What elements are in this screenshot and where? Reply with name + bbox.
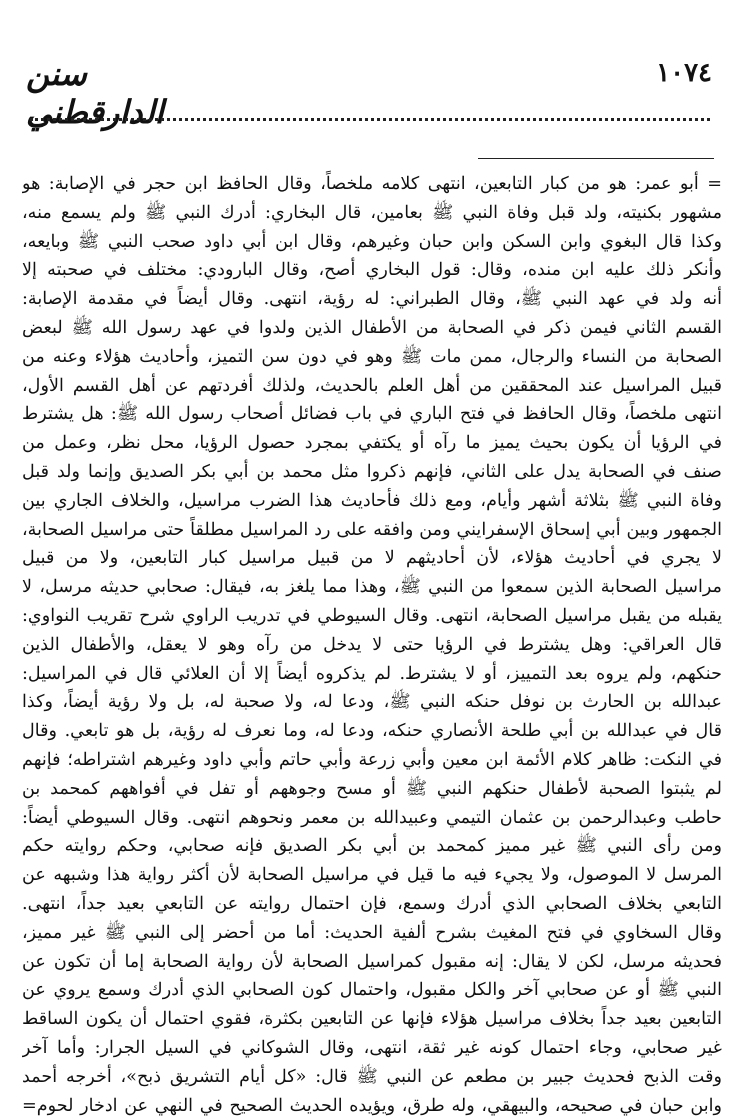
dotted-separator [30, 118, 710, 121]
text-line: ومن رأى النبي ﷺ غير مميز كمحمد بن أبي بكر الصديق فإنه صحابي، وحكم روايته حكم [22, 832, 722, 861]
text-line: أنه ولد في عهد النبي ﷺ، وقال الطبراني: له رؤية، انتهى. وقال أيضاً في مقدمة الإصابة: [22, 285, 722, 314]
text-line: في النكت: ظاهر كلام الأئمة ابن معين وأبي زرعة وأبي حاتم وأبي داود وغيرهم اشتراطه؛ فإنهم [22, 746, 722, 775]
footnote-separator [478, 158, 714, 159]
text-line: صنف في الصحابة يدل على الثاني، فإنهم ذكروا مثل محمد بن أبي بكر الصديق وإنما ولد قبل [22, 458, 722, 487]
running-title: سنن الدارقطني [26, 55, 216, 131]
text-line: حاطب وعبدالرحمن بن عثمان التيمي وعبيدالله بن معمر ونحوهم انتهى. وقال السيوطي أيضاً: [22, 804, 722, 833]
text-line: لا يجري في أحاديث هؤلاء، لأن أحاديثهم لا من قبيل مراسيل كبار التابعين، ولا من قبيل [22, 544, 722, 573]
text-line: القسم الثاني فيمن ذكر في الصحابة من الأطفال الذين ولدوا في عهد رسول الله ﷺ لبعض [22, 314, 722, 343]
text-line: في الرؤيا أن يكون بحيث يميز ما رآه أو يكتفي بمجرد حصول الرؤيا، محل نظر، وعمل من [22, 429, 722, 458]
text-line: حنكهم، ولم يروه بعد التمييز، أو لا يشترط. لم يذكروه أيضاً إلا أن العلائي قال في المراسيل: [22, 660, 722, 689]
text-line: التابعي بخلاف الصحابي الذي أدرك وسمع، فإن احتمال روايته عن التابعي بعيد جداً، انتهى. [22, 890, 722, 919]
text-line: وفاة النبي ﷺ بثلاثة أشهر وأيام، ومع ذلك فأحاديث هذا الضرب مراسيل، والخلاف الجاري بين [22, 487, 722, 516]
text-line: الجمهور وبين أبي إسحاق الإسفرايني ومن وافقه على رد المراسيل مطلقاً حتى مراسيل الصحابة، [22, 516, 722, 545]
text-line: مشهور بكنيته، ولد قبل وفاة النبي ﷺ بعامين، قال البخاري: أدرك النبي ﷺ ولم يسمع منه، [22, 199, 722, 228]
text-line: غير صحابي، وجاء احتمال كونه غير ثقة، انتهى، وقال الشوكاني في السيل الجرار: وأما آخر [22, 1034, 722, 1063]
page-number: ١٠٧٤ [602, 58, 712, 88]
text-line: وأنكر ذلك عليه ابن منده، وقال: قول البخاري أصح، وقال البارودي: مختلف في صحبته إلا [22, 256, 722, 285]
text-line: النبي ﷺ أو عن صحابي آخر والكل مقبول، واحتمال كون الصحابي الذي أدرك وسمع يروي عن [22, 976, 722, 1005]
text-line: مراسيل الصحابة الذين سمعوا من النبي ﷺ، وهذا مما يلغز به، فيقال: صحابي حديثه مرسل، لا [22, 573, 722, 602]
text-line: يقبله من يقبل مراسيل الصحابة، انتهى. وقال السيوطي في تدريب الراوي شرح تقريب النواوي: [22, 602, 722, 631]
text-line: قال العراقي: وهل يشترط في الرؤيا حتى لا يدخل من رآه وهو لا يعقل، والأطفال الذين [22, 631, 722, 660]
text-line: عبدالله بن الحارث بن نوفل حنكه النبي ﷺ، ودعا له، ولا صحبة له، بل ولا رؤية أيضاً، وكذا [22, 688, 722, 717]
text-line: وكذا قال البغوي وابن السكن وابن حبان وغيرهم، وقال ابن أبي داود صحب النبي ﷺ وبايعه، [22, 228, 722, 257]
text-line: انتهى ملخصاً، وقال الحافظ في فتح الباري في باب فضائل أصحاب رسول الله ﷺ: هل يشترط [22, 400, 722, 429]
text-line: وابن حبان في صحيحه، والبيهقي، وله طرق، ويؤيده الحديث الصحيح في النهي عن ادخار لحوم= [22, 1092, 722, 1120]
text-line: الصحابة من النساء والرجال، ممن مات ﷺ وهو في دون سن التميز، وأحاديث هؤلاء وعنه من [22, 343, 722, 372]
text-line: فحديثه مرسل، لكن لا يقال: إنه مقبول كمراسيل الصحابة لأن رواية الصحابة إما أن تكون عن [22, 948, 722, 977]
text-line: وقت الذبح فحديث جبير بن مطعم عن النبي ﷺ قال: «كل أيام التشريق ذبح»، أخرجه أحمد [22, 1063, 722, 1092]
text-line: قبيل المراسيل عند المحققين من أهل العلم بالحديث، ولذلك أفردتهم عن أهل القسم الأول، [22, 372, 722, 401]
text-line: قال في عبدالله بن أبي طلحة الأنصاري حنكه، ودعا له، وما نعرف له رؤية، بل هو تابعي. وقال [22, 717, 722, 746]
text-line: المرسل لا الموصول، ولا يجيء فيه ما قيل في مراسيل الصحابة لأن أكثر رواية هذا وشبهه عن [22, 861, 722, 890]
text-line: = أبو عمر: هو من كبار التابعين، انتهى كلامه ملخصاً، وقال الحافظ ابن حجر في الإصابة: هو [22, 170, 722, 199]
text-line: وقال السخاوي في فتح المغيث بشرح ألفية الحديث: أما من أحضر إلى النبي ﷺ غير مميز، [22, 919, 722, 948]
text-line: التابعين بعيد جداً بخلاف مراسيل هؤلاء فإنها عن التابعين بكثرة، فقوي احتمال أن يكون الساقط [22, 1005, 722, 1034]
footnote-text [22, 170, 722, 1120]
text-line: لم يثبتوا الصحبة لأطفال حنكهم النبي ﷺ أو مسح وجوههم أو تفل في أفواههم كمحمد بن [22, 775, 722, 804]
